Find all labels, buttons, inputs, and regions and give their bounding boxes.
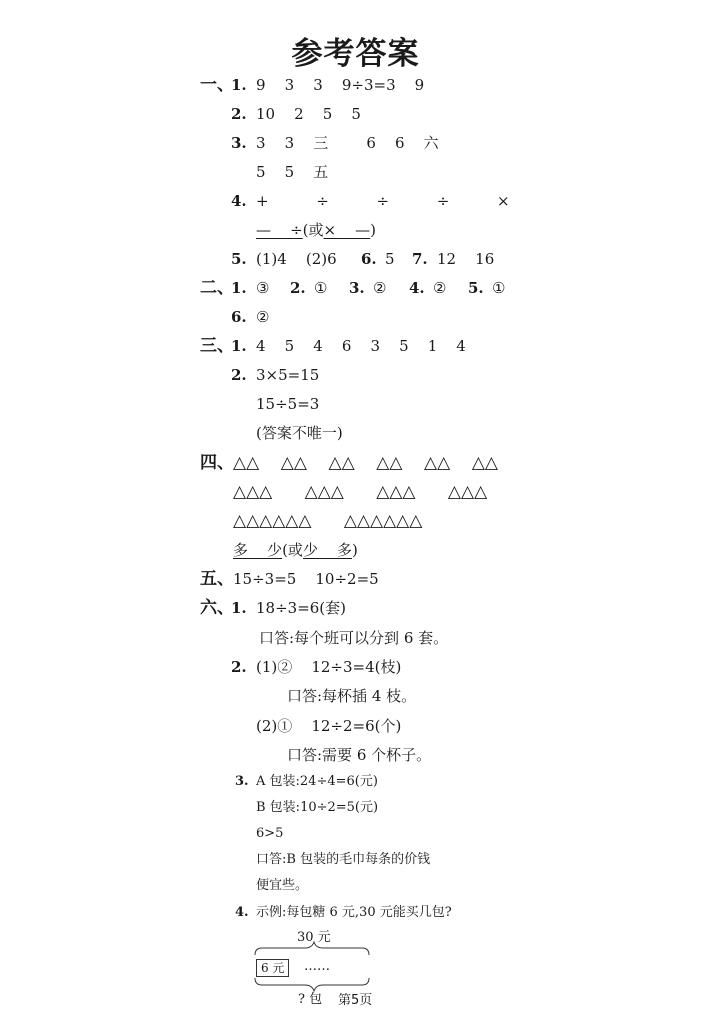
triangles-row-3: △△△△△△ △△△△△△ [233,511,423,531]
p4-or: (或 [282,541,303,559]
section-3-label: 三、 [200,336,234,356]
p6-q4-number: 4. [235,905,249,920]
p2-q1-number: 1. [231,279,247,297]
q3-number: 3. [231,134,247,152]
part1-q3-answer-a: 3 3 三 6 6 六 [256,134,439,152]
p4-close: ) [352,541,358,559]
p3-q2-answer-a: 3×5=15 [256,366,320,384]
p3-q2-answer-b: 15÷5=3 [256,395,320,413]
q4b-or: (或 [302,221,324,239]
p3-q1-number: 1. [231,337,247,355]
p6-q2-answer-1: 口答:每杯插 4 枝。 [287,687,417,705]
p6-q2-number: 2. [231,658,247,676]
part1-q4-answer-a: + ÷ ÷ ÷ × [256,192,510,210]
p2-q1-answer: ③ [256,279,270,297]
q4b-underlined-2: × — [323,221,371,239]
q7-number: 7. [412,250,428,268]
q2-number: 2. [231,105,247,123]
part1-q1-answer: 9 3 3 9÷3=3 9 [256,76,425,94]
p6-q3-line-c: 6>5 [256,826,284,841]
part1-q5-answer: (1)4 (2)6 [256,250,337,268]
p6-q2-calc-1: (1)② 12÷3=4(枝) [256,658,402,676]
p6-q3-line-d: 口答:B 包装的毛巾每条的价钱 [256,852,431,867]
part1-q3-answer-b: 5 5 五 [256,163,329,181]
q4b-close: ) [370,221,376,239]
part1-q6-answer: 5 [385,250,395,268]
p2-q6-answer: ② [256,308,270,326]
section-6-label: 六、 [200,598,234,618]
p3-q2-number: 2. [231,366,247,384]
q6-number: 6. [361,250,377,268]
p3-q2-note: (答案不唯一) [256,424,343,442]
p2-q4-number: 4. [409,279,425,297]
q4-number: 4. [231,192,247,210]
diagram-dots: …… [304,959,330,974]
p6-q1-number: 1. [231,599,247,617]
part5-answer: 15÷3=5 10÷2=5 [233,570,379,588]
q5-number: 5. [231,250,247,268]
p6-q3-number: 3. [235,774,249,789]
p2-q2-number: 2. [290,279,306,297]
p6-q3-line-b: B 包装:10÷2=5(元) [256,800,379,815]
p6-q3-line-a: A 包装:24÷4=6(元) [256,774,378,789]
p2-q3-number: 3. [349,279,365,297]
triangles-row-1: △△ △△ △△ △△ △△ △△ [233,453,498,473]
p6-q3-line-e: 便宜些。 [256,878,309,893]
p2-q6-number: 6. [231,308,247,326]
p2-q5-number: 5. [468,279,484,297]
section-5-label: 五、 [200,569,234,589]
p6-q2-answer-2: 口答:需要 6 个杯子。 [287,746,432,764]
page-title: 参考答案 [291,36,420,72]
part1-q2-answer: 10 2 5 5 [256,105,361,123]
diagram-unit-box: 6 元 [256,959,289,977]
p2-q4-answer: ② [433,279,447,297]
section-2-label: 二、 [200,278,234,298]
q4b-underlined-1: — ÷ [256,221,303,239]
p2-q2-answer: ① [314,279,328,297]
p6-q1-answer: 口答:每个班可以分到 6 套。 [259,629,449,647]
p4-underlined-1: 多 少 [233,541,283,559]
page-footer: 第5页 [338,993,373,1008]
triangles-row-2: △△△ △△△ △△△ △△△ [233,482,488,502]
p3-q1-answer: 4 5 4 6 3 5 1 4 [256,337,466,355]
p2-q5-answer: ① [492,279,506,297]
section-4-label: 四、 [200,453,234,473]
diagram-count-label: ? 包 [298,992,323,1007]
p2-q3-answer: ② [373,279,387,297]
p6-q4-line-a: 示例:每包糖 6 元,30 元能买几包? [256,905,452,920]
p6-q2-calc-2: (2)① 12÷2=6(个) [256,717,402,735]
section-1-label: 一、 [200,75,234,95]
q1-number: 1. [231,76,247,94]
p6-q1-calc: 18÷3=6(套) [256,599,347,617]
diagram-total-label: 30 元 [297,930,331,945]
part1-q7-answer: 12 16 [437,250,495,268]
p4-underlined-2: 少 多 [302,541,353,559]
